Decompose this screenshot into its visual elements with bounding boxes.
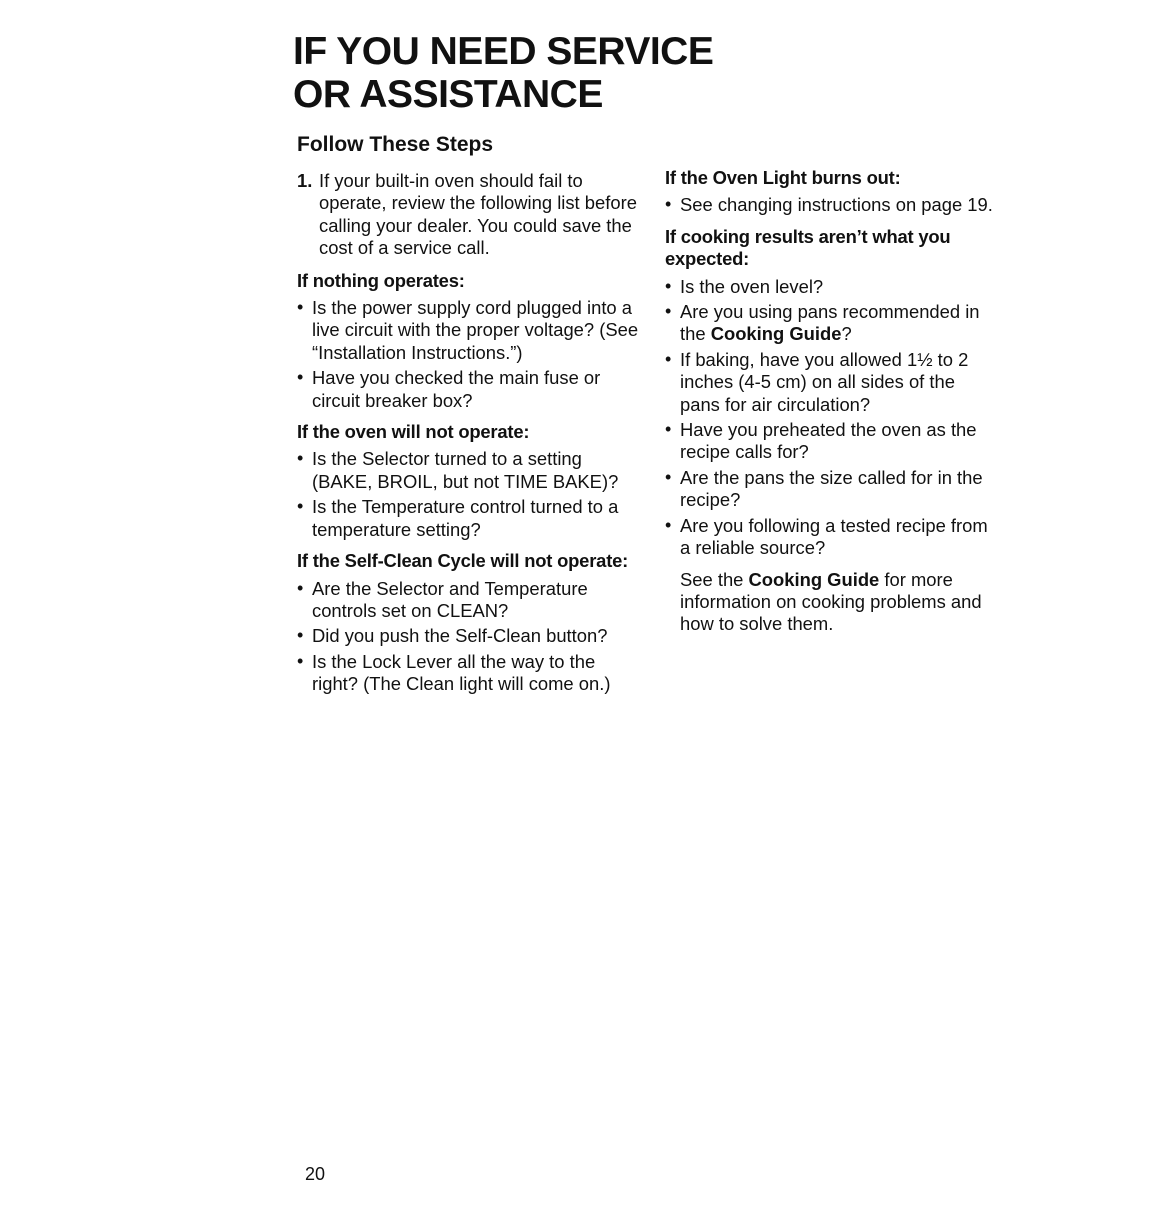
list-item: [665, 349, 995, 416]
right-column: [665, 167, 995, 636]
list-cooking-results: [665, 276, 995, 560]
list-item-text: Is the Temperature control turned to a temperature setting?: [312, 496, 619, 540]
list-item: [665, 419, 995, 464]
page-number: 20: [305, 1164, 326, 1184]
bullet-icon: •: [665, 348, 672, 369]
list-item-text: Are the pans the size called for in the recipe?: [680, 466, 983, 511]
list-item-text: Are the Selector and Temperature controls set on CLEAN?: [312, 577, 588, 621]
heading-oven-not-operate: If the oven will not operate:: [297, 421, 530, 443]
bullet-icon: •: [297, 448, 304, 469]
list-item: [297, 367, 642, 412]
list-item-text: Are you following a tested recipe from a reliable source?: [680, 514, 988, 559]
heading-self-clean: If the Self-Clean Cycle will not operate:: [297, 550, 629, 572]
list-oven-light: [665, 194, 995, 216]
list-item: [665, 276, 995, 298]
list-item: [665, 467, 995, 512]
bullet-icon: •: [665, 419, 672, 440]
page-title-line-2: OR ASSISTANCE: [293, 73, 603, 116]
bullet-icon: •: [665, 466, 672, 487]
step-1: [297, 170, 642, 260]
bullet-icon: •: [665, 194, 672, 215]
list-item: [297, 578, 642, 623]
page-title: [293, 30, 993, 116]
bullet-icon: •: [297, 297, 304, 318]
page-title-line-1: IF YOU NEED SERVICE: [293, 30, 714, 73]
section-subtitle: Follow These Steps: [297, 133, 494, 156]
heading-cooking-results: If cooking results aren’t what you expected:: [665, 225, 951, 270]
list-item-text: Is the power supply cord plugged into a live circuit with the proper voltage? (See “Installation Instructions.”): [312, 297, 639, 363]
list-oven-not-operate: [297, 448, 642, 541]
bullet-icon: •: [297, 367, 304, 388]
list-item-text: Are you using pans recommended in the: [680, 301, 980, 345]
note-text-end: for more information on cooking problems and how to solve them.: [680, 568, 982, 635]
cooking-guide-note: [665, 569, 995, 636]
list-item-text: Is the Selector turned to a setting (BAKE, BROIL, but not TIME BAKE)?: [312, 448, 619, 492]
list-item-text: Is the Lock Lever all the way to the right? (The Clean light will come on.): [312, 650, 611, 695]
heading-nothing-operates: If nothing operates:: [297, 269, 465, 291]
cooking-guide-reference: Cooking Guide: [710, 323, 842, 345]
step-number: 1.: [297, 170, 313, 191]
bullet-icon: •: [297, 577, 304, 598]
bullet-icon: •: [297, 625, 304, 646]
list-item: [665, 301, 995, 346]
list-item: [297, 625, 642, 647]
note-text-start: See the: [680, 568, 749, 590]
step-text: If your built-in oven should fail to operate, review the following list before calling your dealer. You could save the cost of a service call.: [319, 170, 637, 259]
list-nothing-operates: [297, 297, 642, 412]
left-column: [297, 170, 642, 705]
list-item: [297, 297, 642, 364]
heading-oven-light: If the Oven Light burns out:: [665, 167, 901, 188]
list-item: [665, 194, 995, 216]
cooking-guide-reference: Cooking Guide: [748, 568, 880, 590]
bullet-icon: •: [665, 275, 672, 296]
list-item: [665, 515, 995, 560]
list-item-text: Did you push the Self-Clean button?: [312, 625, 608, 647]
list-item: [297, 651, 642, 696]
bullet-icon: •: [297, 496, 304, 517]
bullet-icon: •: [297, 650, 304, 671]
list-item: [297, 448, 642, 493]
list-item-text: See changing instructions on page 19.: [680, 194, 993, 216]
list-item-text-end: ?: [841, 323, 852, 345]
list-self-clean: [297, 578, 642, 696]
list-item-text: Is the oven level?: [680, 275, 824, 297]
bullet-icon: •: [665, 301, 672, 322]
list-item-text: If baking, have you allowed 1½ to 2 inches (4-5 cm) on all sides of the pans for air circulation?: [680, 348, 969, 415]
list-item-text: Have you checked the main fuse or circuit breaker box?: [312, 367, 601, 411]
list-item-text: Have you preheated the oven as the recipe calls for?: [680, 419, 977, 463]
bullet-icon: •: [665, 514, 672, 535]
list-item: [297, 496, 642, 541]
